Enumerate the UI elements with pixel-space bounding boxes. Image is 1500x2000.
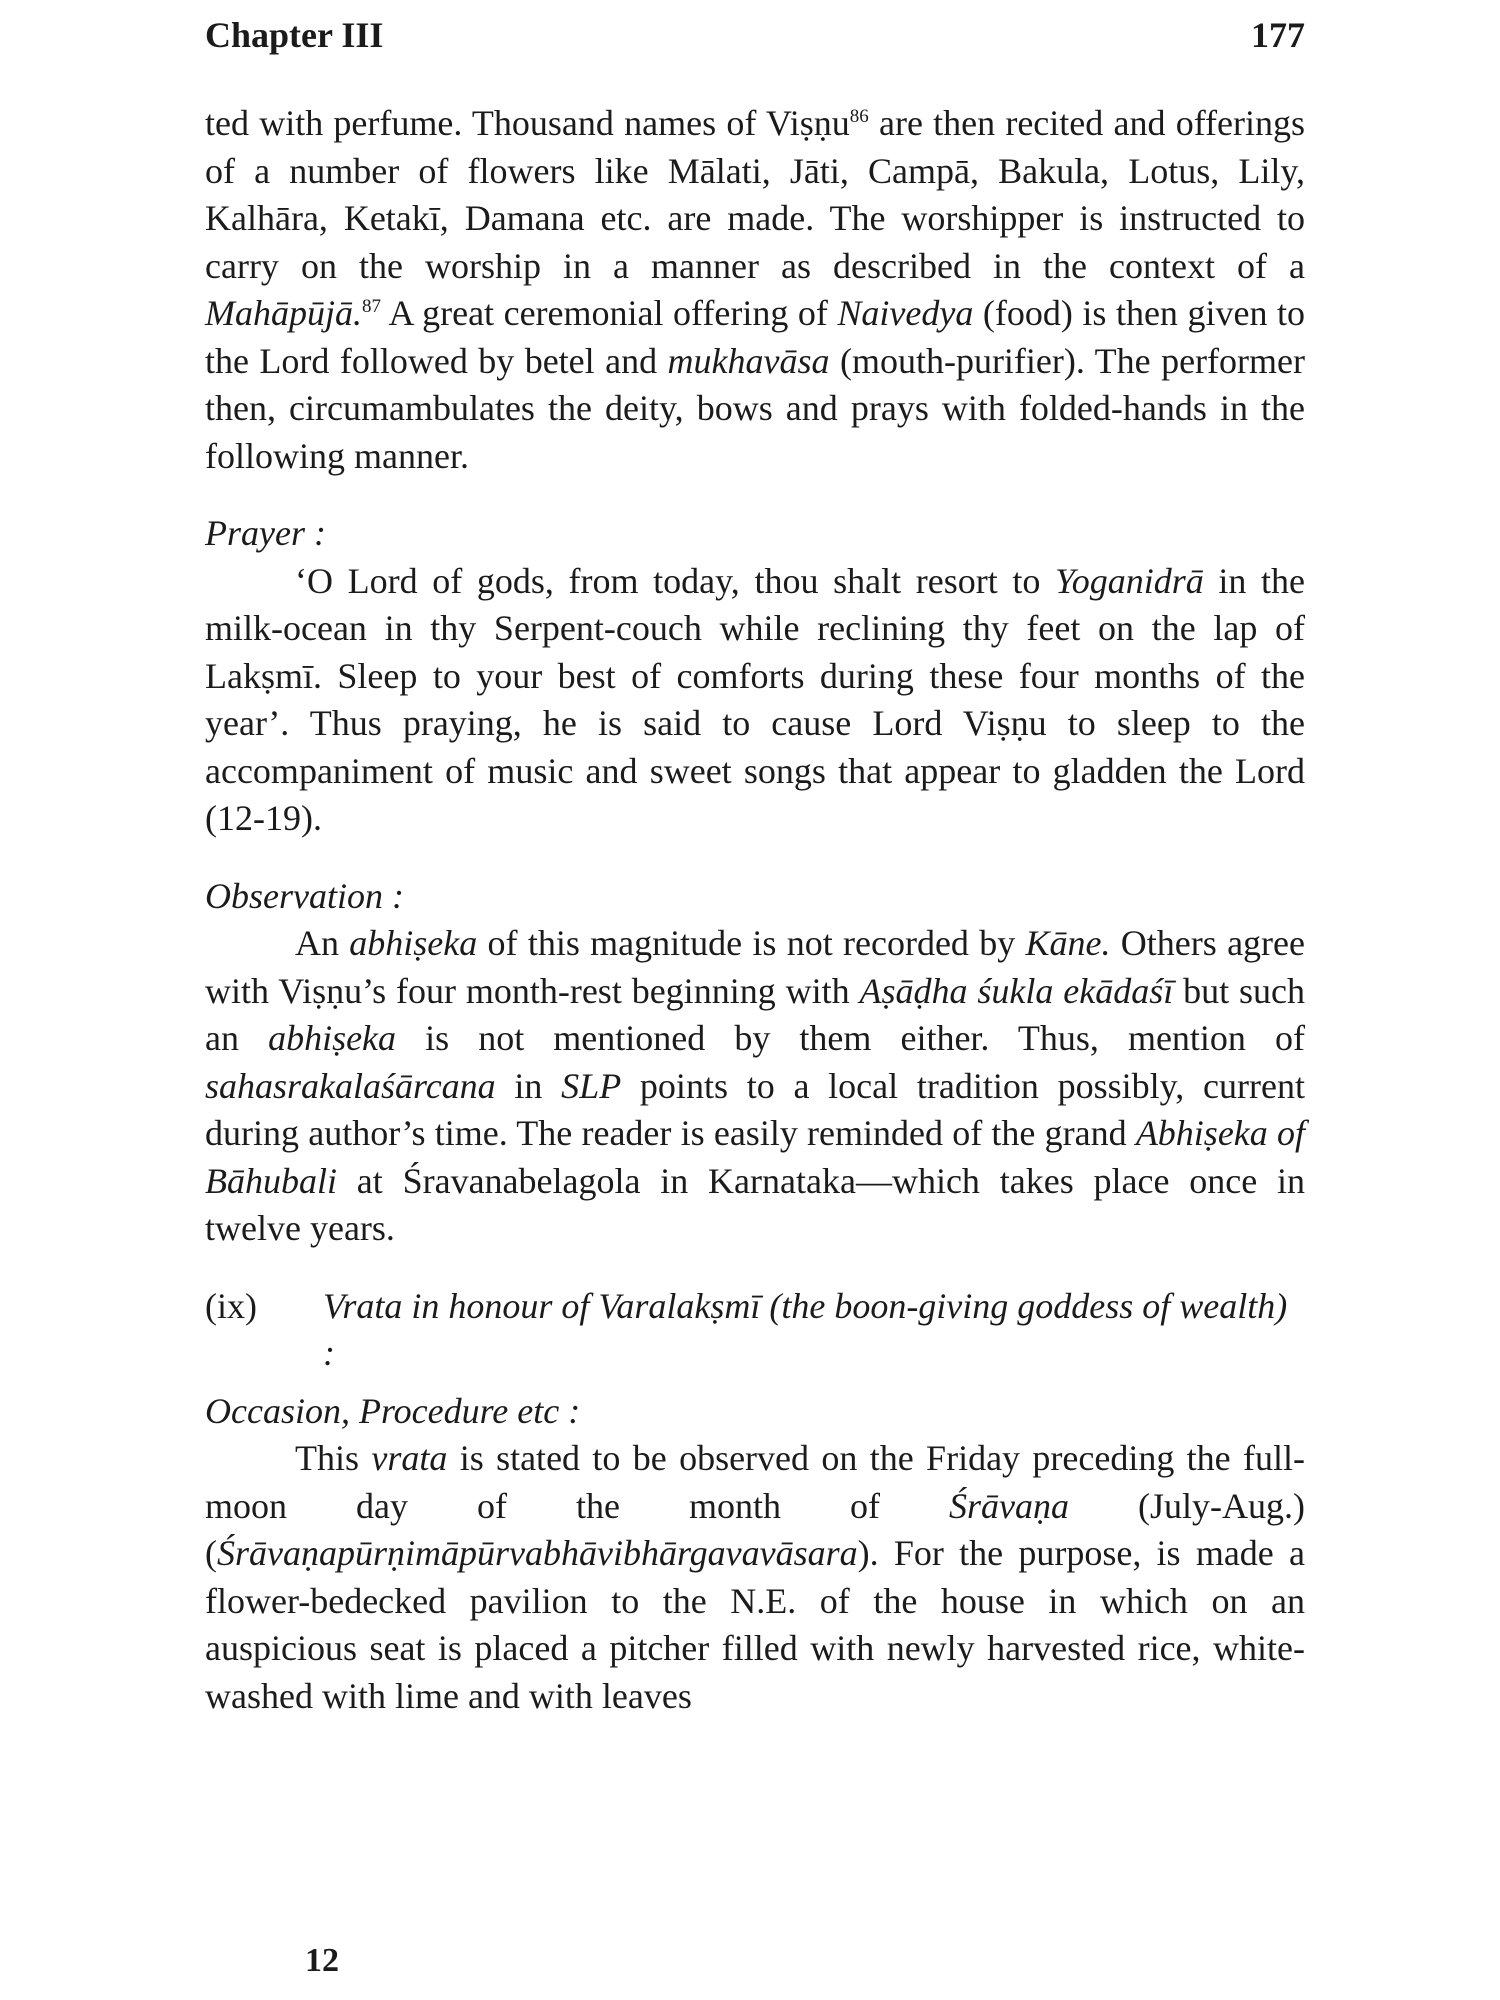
prayer-heading: Prayer : bbox=[205, 513, 326, 553]
section-heading-vrata bbox=[205, 1283, 1305, 1378]
text-run: An bbox=[295, 923, 350, 963]
italic-term: abhiṣeka bbox=[268, 1018, 397, 1058]
italic-term: Aṣāḍha śukla ekādaśī bbox=[859, 970, 1174, 1011]
italic-term: abhiṣeka bbox=[349, 923, 478, 963]
text-run: is not mentioned by them either. Thus, mention of bbox=[396, 1018, 1305, 1058]
text-run: at Śravanabelagola in Karnataka—which takes place once in twelve years. bbox=[205, 1160, 1305, 1248]
observation-heading: Observation : bbox=[205, 875, 404, 916]
prayer-paragraph bbox=[205, 558, 1305, 843]
italic-term: mukhavāsa bbox=[667, 340, 830, 381]
italic-term: sahasrakalaśārcana bbox=[205, 1065, 496, 1106]
text-run: of this magnitude is not recorded by bbox=[477, 923, 1026, 963]
text-run: (mouth-purifier). The performer then, circumambulates the deity, bows and prays with folded-hands in the following manner. bbox=[205, 340, 1305, 476]
signature-mark: 12 bbox=[305, 1942, 339, 1979]
section-title: Vrata in honour of Varalakṣmī (the boon-giving goddess of wealth) : bbox=[323, 1285, 1288, 1373]
italic-term: vrata bbox=[371, 1438, 448, 1478]
text-run: (July-Aug.) ( bbox=[205, 1485, 1305, 1573]
page-body bbox=[205, 100, 1305, 1720]
italic-term: Yoganidrā bbox=[1055, 560, 1204, 601]
text-run: in the milk-ocean in thy Serpent-couch while reclining thy feet on the lap of Lakṣmī. Sleep to your best of comforts during these four months of the year’. Thus praying, he is said to cause Lord Viṣṇu to sleep to the accompaniment of music and sweet songs that appear to gladden the Lord (12-19). bbox=[205, 560, 1306, 838]
italic-term: Śrāvaṇapūrṇimāpūrvabhāvibhārgavavāsara bbox=[217, 1533, 858, 1573]
observation-paragraph bbox=[205, 920, 1305, 1253]
italic-term: Mahāpūjā. bbox=[205, 293, 362, 333]
italic-term: Kāne. bbox=[1025, 923, 1111, 963]
section-number: (ix) bbox=[205, 1285, 257, 1326]
italic-term: Abhiṣeka of Bāhubali bbox=[205, 1113, 1305, 1201]
italic-term: Śrāvaṇa bbox=[949, 1485, 1069, 1526]
italic-term: Naivedya bbox=[837, 293, 974, 333]
occasion-paragraph bbox=[205, 1435, 1305, 1720]
text-run: ). For the purpose, is made a flower-bedecked pavilion to the N.E. of the house in which on an auspicious seat is placed a pitcher filled with newly harvested rice, white-washed with lime and with leaves bbox=[205, 1533, 1305, 1716]
page-number: 177 bbox=[1251, 15, 1305, 55]
text-run: A great ceremonial offering of bbox=[381, 293, 838, 333]
text-run: are then recited and offerings of a number of flowers like Mālati, Jāti, Campā, Bakula, Lotus, Lily, Kalhāra, Ketakī, Damana etc. are made. The worshipper is instructed to carry on the worship in a manner as described in the context of a bbox=[205, 103, 1306, 286]
footnote-ref-87: 87 bbox=[362, 296, 381, 317]
text-run: Others agree with Viṣṇu’s four month-rest beginning with bbox=[205, 923, 1306, 1011]
text-run: (food) is then given to the Lord followed by betel and bbox=[205, 293, 1305, 381]
text-run: is stated to be observed on the Friday preceding the full-moon day of the month of bbox=[205, 1438, 1305, 1526]
text-run: but such an bbox=[205, 970, 1305, 1058]
text-run: This bbox=[295, 1438, 372, 1478]
chapter-title: Chapter III bbox=[205, 15, 384, 55]
paragraph-continuation bbox=[205, 100, 1305, 480]
text-run: ‘O Lord of gods, from today, thou shalt resort to bbox=[295, 560, 1055, 601]
occasion-heading: Occasion, Procedure etc : bbox=[205, 1390, 581, 1431]
footnote-ref-86: 86 bbox=[849, 106, 869, 127]
page-header bbox=[205, 14, 1305, 74]
text-run: in bbox=[495, 1065, 562, 1106]
italic-term: SLP bbox=[561, 1065, 622, 1106]
text-run: points to a local tradition possibly, current during author’s time. The reader is easily reminded of the grand bbox=[205, 1065, 1305, 1153]
text-run: ted with perfume. Thousand names of Viṣṇu bbox=[205, 103, 850, 143]
